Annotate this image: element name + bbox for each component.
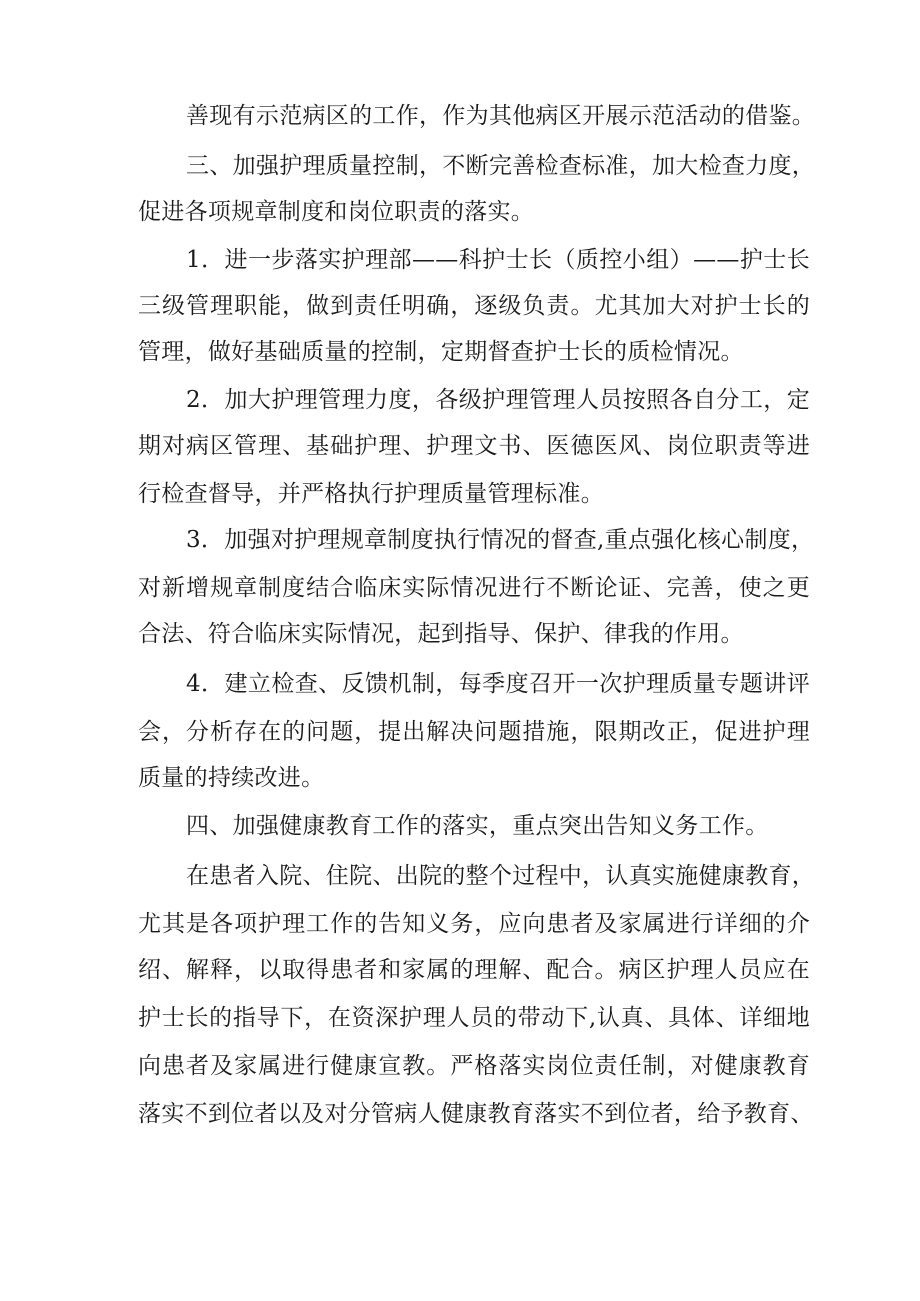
text-line: 4．建立检查、反馈机制，每季度召开一次护理质量专题讲评 xyxy=(186,671,810,697)
text-line: 2．加大护理管理力度，各级护理管理人员按照各自分工，定 xyxy=(186,387,810,413)
text-line: 在患者入院、住院、出院的整个过程中，认真实施健康教育， xyxy=(186,863,816,889)
text-line: 善现有示范病区的工作，作为其他病区开展示范活动的借鉴。 xyxy=(186,103,816,129)
text-line: 管理，做好基础质量的控制，定期督查护士长的质检情况。 xyxy=(138,339,744,365)
text-line: 质量的持续改进。 xyxy=(138,765,325,791)
text-line: 尤其是各项护理工作的告知义务，应向患者及家属进行详细的介 xyxy=(138,911,810,937)
text-line: 四、加强健康教育工作的落实，重点突出告知义务工作。 xyxy=(186,813,769,839)
text-line: 对新增规章制度结合临床实际情况进行不断论证、完善，使之更 xyxy=(138,575,810,601)
text-line: 向患者及家属进行健康宣教。严格落实岗位责任制，对健康教育 xyxy=(138,1053,810,1079)
text-line: 落实不到位者以及对分管病人健康教育落实不到位者，给予教育、 xyxy=(138,1101,814,1127)
text-line: 期对病区管理、基础护理、护理文书、医德医风、岗位职责等进 xyxy=(138,433,810,459)
text-line: 促进各项规章制度和岗位职责的落实。 xyxy=(138,199,535,225)
text-line: 绍、解释，以取得患者和家属的理解、配合。病区护理人员应在 xyxy=(138,957,810,983)
text-line: 行检查督导，并严格执行护理质量管理标准。 xyxy=(138,481,604,507)
text-line: 三、加强护理质量控制，不断完善检查标准，加大检查力度， xyxy=(186,153,816,179)
text-line: 1．进一步落实护理部——科护士长（质控小组）——护士长 xyxy=(186,247,810,273)
text-line: 3．加强对护理规章制度执行情况的督查,重点强化核心制度， xyxy=(186,527,815,553)
text-line: 护士长的指导下，在资深护理人员的带动下,认真、具体、详细地 xyxy=(138,1005,810,1031)
text-line: 会，分析存在的问题，提出解决问题措施，限期改正，促进护理 xyxy=(138,719,810,745)
text-line: 合法、符合临床实际情况，起到指导、保护、律我的作用。 xyxy=(138,621,744,647)
text-line: 三级管理职能，做到责任明确，逐级负责。尤其加大对护士长的 xyxy=(138,293,810,319)
